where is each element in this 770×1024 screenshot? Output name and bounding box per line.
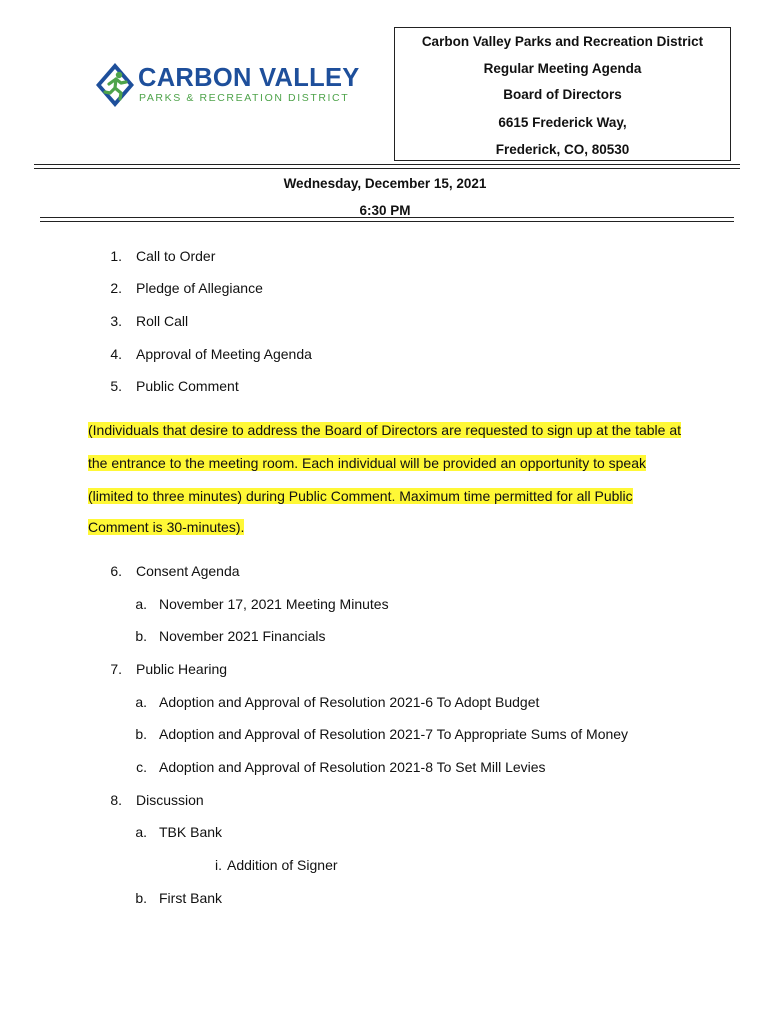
meeting-type: Regular Meeting Agenda [483, 61, 642, 76]
bottom-rule [40, 221, 734, 222]
meeting-time: 6:30 PM [359, 203, 411, 218]
meeting-date: Wednesday, December 15, 2021 [283, 176, 487, 191]
public-comment-note-line: (limited to three minutes) during Public Comment. Maximum time permitted for all Public [88, 488, 633, 504]
bottom-rule-thin [40, 217, 734, 218]
address-line-2: Frederick, CO, 80530 [495, 142, 630, 157]
top-rule [34, 164, 740, 165]
top-rule-thin [34, 168, 740, 169]
logo-title: CARBON VALLEY [138, 64, 360, 92]
logo-subtitle: PARKS & RECREATION DISTRICT [139, 92, 350, 104]
header-box [394, 27, 731, 161]
public-comment-note-line: the entrance to the meeting room. Each individual will be provided an opportunity to speak [88, 455, 647, 471]
org-name: Carbon Valley Parks and Recreation District [421, 34, 704, 49]
logo-runner-icon [95, 62, 135, 108]
public-comment-note-line: (Individuals that desire to address the Board of Directors are requested to sign up at the table at [88, 422, 682, 438]
public-comment-note-line: Comment is 30-minutes). [88, 519, 245, 535]
address-line-1: 6615 Frederick Way, [498, 115, 627, 130]
board-name: Board of Directors [503, 87, 622, 102]
